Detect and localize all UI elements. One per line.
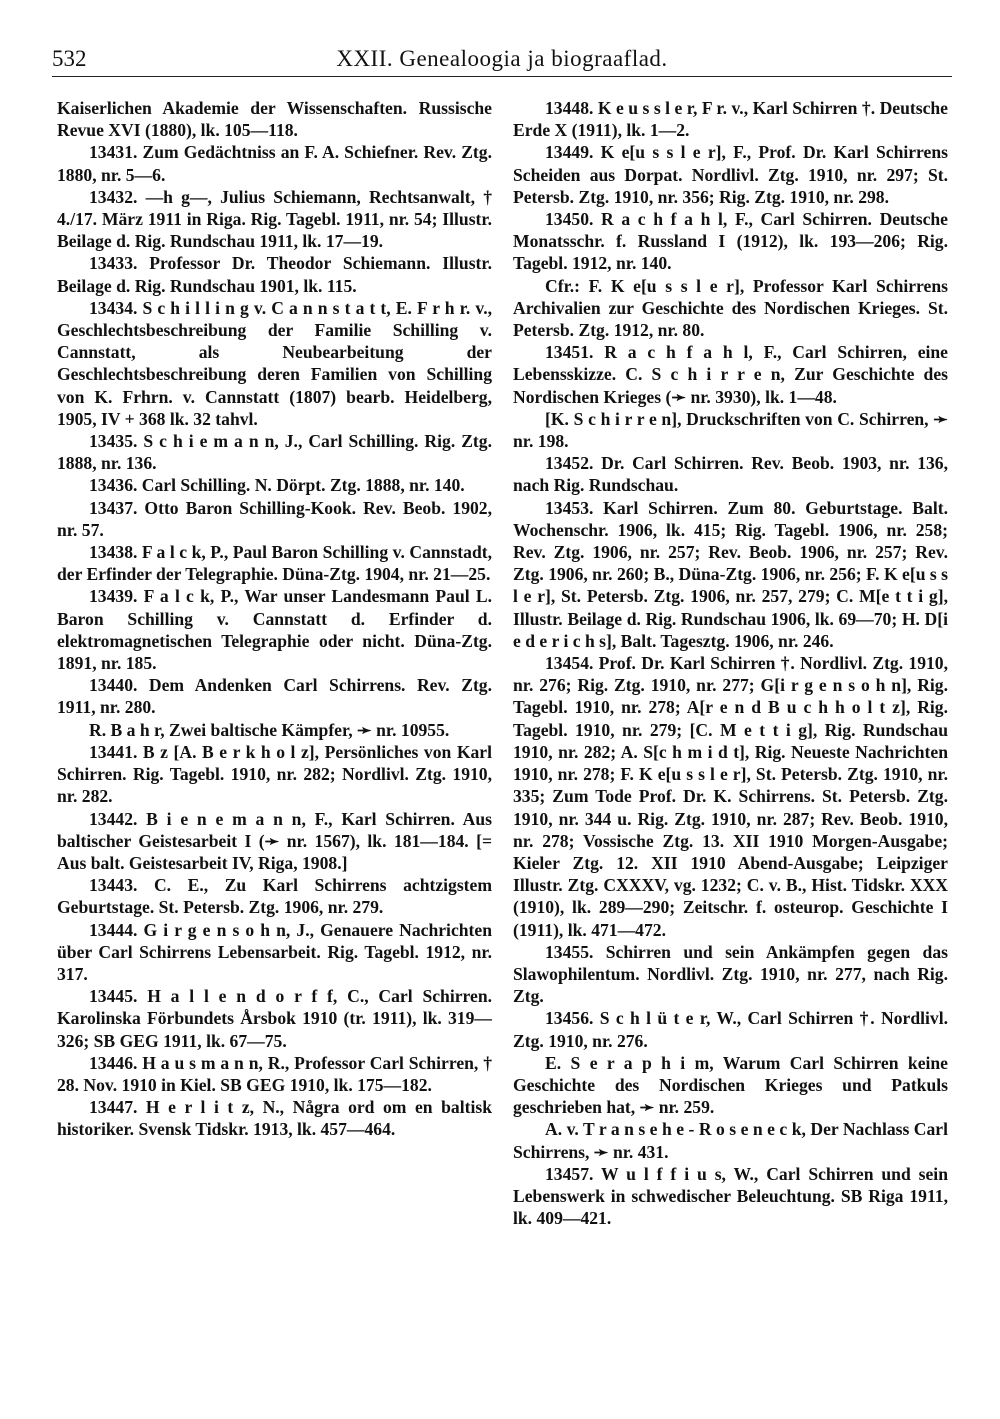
bibliography-entry: Kaiserlichen Akademie der Wissenschaften. Russische Revue XVI (1880), lk. 105—118. bbox=[57, 98, 492, 141]
bibliography-entry: 13451. R a c h f a h l, F., Carl Schirren, eine Lebensskizze. C. S c h i r r e n, Zur Geschichte des Nordischen Krieges (➛ nr. 3930), lk. 1—48. bbox=[513, 342, 948, 407]
bibliography-entry: 13431. Zum Gedächtniss an F. A. Schiefner. Rev. Ztg. 1880, nr. 5—6. bbox=[57, 142, 492, 185]
bibliography-entry: [K. S c h i r r e n], Druckschriften von C. Schirren, ➛ nr. 198. bbox=[513, 408, 948, 452]
bibliography-entry: 13449. K e[u s s l e r], F., Prof. Dr. Karl Schirrens Scheiden aus Dorpat. Nordlivl. Ztg. 1910, nr. 297; St. Petersb. Ztg. 1910, nr. 356; Rig. Ztg. 1910, nr. 298. bbox=[513, 142, 948, 207]
bibliography-entry: 13441. B z [A. B e r k h o l z], Persönliches von Karl Schirren. Rig. Tagebl. 1910, nr. 282; Nordlivl. Ztg. 1910, nr. 282. bbox=[57, 741, 492, 807]
bibliography-entry: 13457. W u l f f i u s, W., Carl Schirren und sein Lebenswerk in schwedischer Beleuchtung. SB Riga 1911, lk. 409—421. bbox=[513, 1163, 948, 1229]
bibliography-entry: 13435. S c h i e m a n n, J., Carl Schilling. Rig. Ztg. 1888, nr. 136. bbox=[57, 431, 492, 474]
page-number: 532 bbox=[52, 46, 87, 71]
bibliography-entry: Cfr.: F. K e[u s s l e r], Professor Karl Schirrens Archivalien zur Geschichte des Nordischen Krieges. St. Petersb. Ztg. 1912, nr. 80. bbox=[513, 275, 948, 341]
bibliography-entry: 13434. S c h i l l i n g v. C a n n s t a t t, E. F r h r. v., Geschlechtsbeschreibung der Familie Schilling v. Cannstatt, als Neubearbeitung der Geschlechtsbeschreibung deren Familien von Schilling von K. Frhrn. v. Cannstatt (1807) bearb. Heidelberg, 1905, IV + 368 lk. 32 tahvl. bbox=[57, 297, 492, 429]
bibliography-entry: 13448. K e u s s l e r, F r. v., Karl Schirren †. Deutsche Erde X (1911), lk. 1—2. bbox=[513, 98, 948, 141]
bibliography-entry: R. B a h r, Zwei baltische Kämpfer, ➛ nr. 10955. bbox=[89, 719, 450, 740]
bibliography-entry: 13436. Carl Schilling. N. Dörpt. Ztg. 1888, nr. 140. bbox=[89, 475, 465, 496]
bibliography-entry: 13447. H e r l i t z, N., Några ord om en baltisk historiker. Svensk Tidskr. 1913, lk. 457—464. bbox=[57, 1097, 492, 1140]
page-header bbox=[52, 40, 952, 76]
left-column bbox=[57, 97, 492, 1141]
bibliography-entry: 13455. Schirren und sein Ankämpfen gegen das Slawophilentum. Nordlivl. Ztg. 1910, nr. 277, nach Rig. Ztg. bbox=[513, 941, 948, 1007]
bibliography-entry: 13442. B i e n e m a n n, F., Karl Schirren. Aus baltischer Geistesarbeit I (➛ nr. 1567), lk. 181—184. [= Aus balt. Geistesarbeit IV, Riga, 1908.] bbox=[57, 808, 492, 873]
right-column bbox=[513, 97, 948, 1229]
bibliography-entry: 13454. Prof. Dr. Karl Schirren †. Nordlivl. Ztg. 1910, nr. 276; Rig. Ztg. 1910, nr. 277; G[i r g e n s o h n], Rig. Tagebl. 1910, nr. 278; A[r e n d B u c h h o l t z], Rig. Tagebl. 1910, nr. 279; [C. M e t t i g], Rig. Rundschau 1910, nr. 282; A. S[c h m i d t], Rig. Neueste Nachrichten 1910, nr. 278; F. K e[u s s l e r], St. Petersb. Ztg. 1910, nr. 335; Zum Tode Prof. Dr. K. Schirrens. St. Petersb. Ztg. 1910, nr. 344 u. Rig. Ztg. 1910, nr. 287; Rev. Beob. 1910, nr. 278; Vossische Ztg. 13. XII 1910 Morgen-Ausgabe; Kieler Ztg. 12. XII 1910 Abend-Ausgabe; Leipziger Illustr. Ztg. CXXXV, vg. 1232; C. v. B., Hist. Tidskr. XXX (1910), lk. 289—290; Zeitschr. f. osteurop. Geschichte I (1911), lk. 471—472. bbox=[513, 653, 948, 940]
running-title: XXII. Genealoogia ja biograaflad. bbox=[336, 46, 668, 71]
bibliography-entry: 13445. H a l l e n d o r f f, C., Carl Schirren. Karolinska Förbundets Årsbok 1910 (tr. 1911), lk. 319—326; SB GEG 1911, lk. 67—75. bbox=[57, 986, 492, 1051]
header-rule bbox=[52, 76, 952, 77]
bibliography-entry: 13456. S c h l ü t e r, W., Carl Schirren †. Nordlivl. Ztg. 1910, nr. 276. bbox=[513, 1008, 948, 1051]
bibliography-entry: 13444. G i r g e n s o h n, J., Genauere Nachrichten über Carl Schirrens Lebensarbeit. Rig. Tagebl. 1912, nr. 317. bbox=[57, 919, 492, 984]
bibliography-entry: 13439. F a l c k, P., War unser Landesmann Paul L. Baron Schilling v. Cannstatt d. Erfinder d. elektromagnetischen Telegraphie oder nicht. Düna-Ztg. 1891, nr. 185. bbox=[57, 586, 492, 674]
bibliography-entry: 13450. R a c h f a h l, F., Carl Schirren. Deutsche Monatsschr. f. Russland I (1912), lk. 193—206; Rig. Tagebl. 1912, nr. 140. bbox=[513, 209, 948, 274]
bibliography-entry: 13440. Dem Andenken Carl Schirrens. Rev. Ztg. 1911, nr. 280. bbox=[57, 675, 492, 718]
bibliography-entry: 13446. H a u s m a n n, R., Professor Carl Schirren, † 28. Nov. 1910 in Kiel. SB GEG 1910, lk. 175—182. bbox=[57, 1052, 492, 1095]
bibliography-entry: A. v. T r a n s e h e - R o s e n e c k, Der Nachlass Carl Schirrens, ➛ nr. 431. bbox=[513, 1119, 948, 1162]
bibliography-entry: E. S e r a p h i m, Warum Carl Schirren keine Geschichte des Nordischen Krieges und Patkuls geschrieben hat, ➛ nr. 259. bbox=[513, 1052, 948, 1118]
bibliography-entry: 13453. Karl Schirren. Zum 80. Geburtstage. Balt. Wochenschr. 1906, lk. 415; Rig. Tagebl. 1906, nr. 258; Rev. Ztg. 1906, nr. 257; Rev. Beob. 1906, nr. 257; Rev. Ztg. 1906, nr. 260; B., Düna-Ztg. 1906, nr. 256; F. K e[u s s l e r], St. Petersb. Ztg. 1906, nr. 257, 279; C. M[e t t i g], Illustr. Beilage d. Rig. Rundschau 1906, lk. 69—70; H. D[i e d e r i c h s], Balt. Tagesztg. 1906, nr. 246. bbox=[513, 497, 949, 651]
bibliography-entry: 13443. C. E., Zu Karl Schirrens achtzigstem Geburtstage. St. Petersb. Ztg. 1906, nr. 279. bbox=[57, 875, 492, 918]
bibliography-entry: 13433. Professor Dr. Theodor Schiemann. Illustr. Beilage d. Rig. Rundschau 1901, lk. 115. bbox=[57, 253, 492, 296]
bibliography-entry: 13438. F a l c k, P., Paul Baron Schilling v. Cannstadt, der Erfinder der Telegraphie. Düna-Ztg. 1904, nr. 21—25. bbox=[57, 542, 492, 585]
bibliography-entry: 13432. —h g—, Julius Schiemann, Rechtsanwalt, † 4./17. März 1911 in Riga. Rig. Tagebl. 1911, nr. 54; Illustr. Beilage d. Rig. Rundschau 1911, lk. 17—19. bbox=[57, 186, 492, 252]
bibliography-entry: 13437. Otto Baron Schilling-Kook. Rev. Beob. 1902, nr. 57. bbox=[57, 497, 492, 540]
bibliography-entry: 13452. Dr. Carl Schirren. Rev. Beob. 1903, nr. 136, nach Rig. Rundschau. bbox=[513, 453, 948, 496]
